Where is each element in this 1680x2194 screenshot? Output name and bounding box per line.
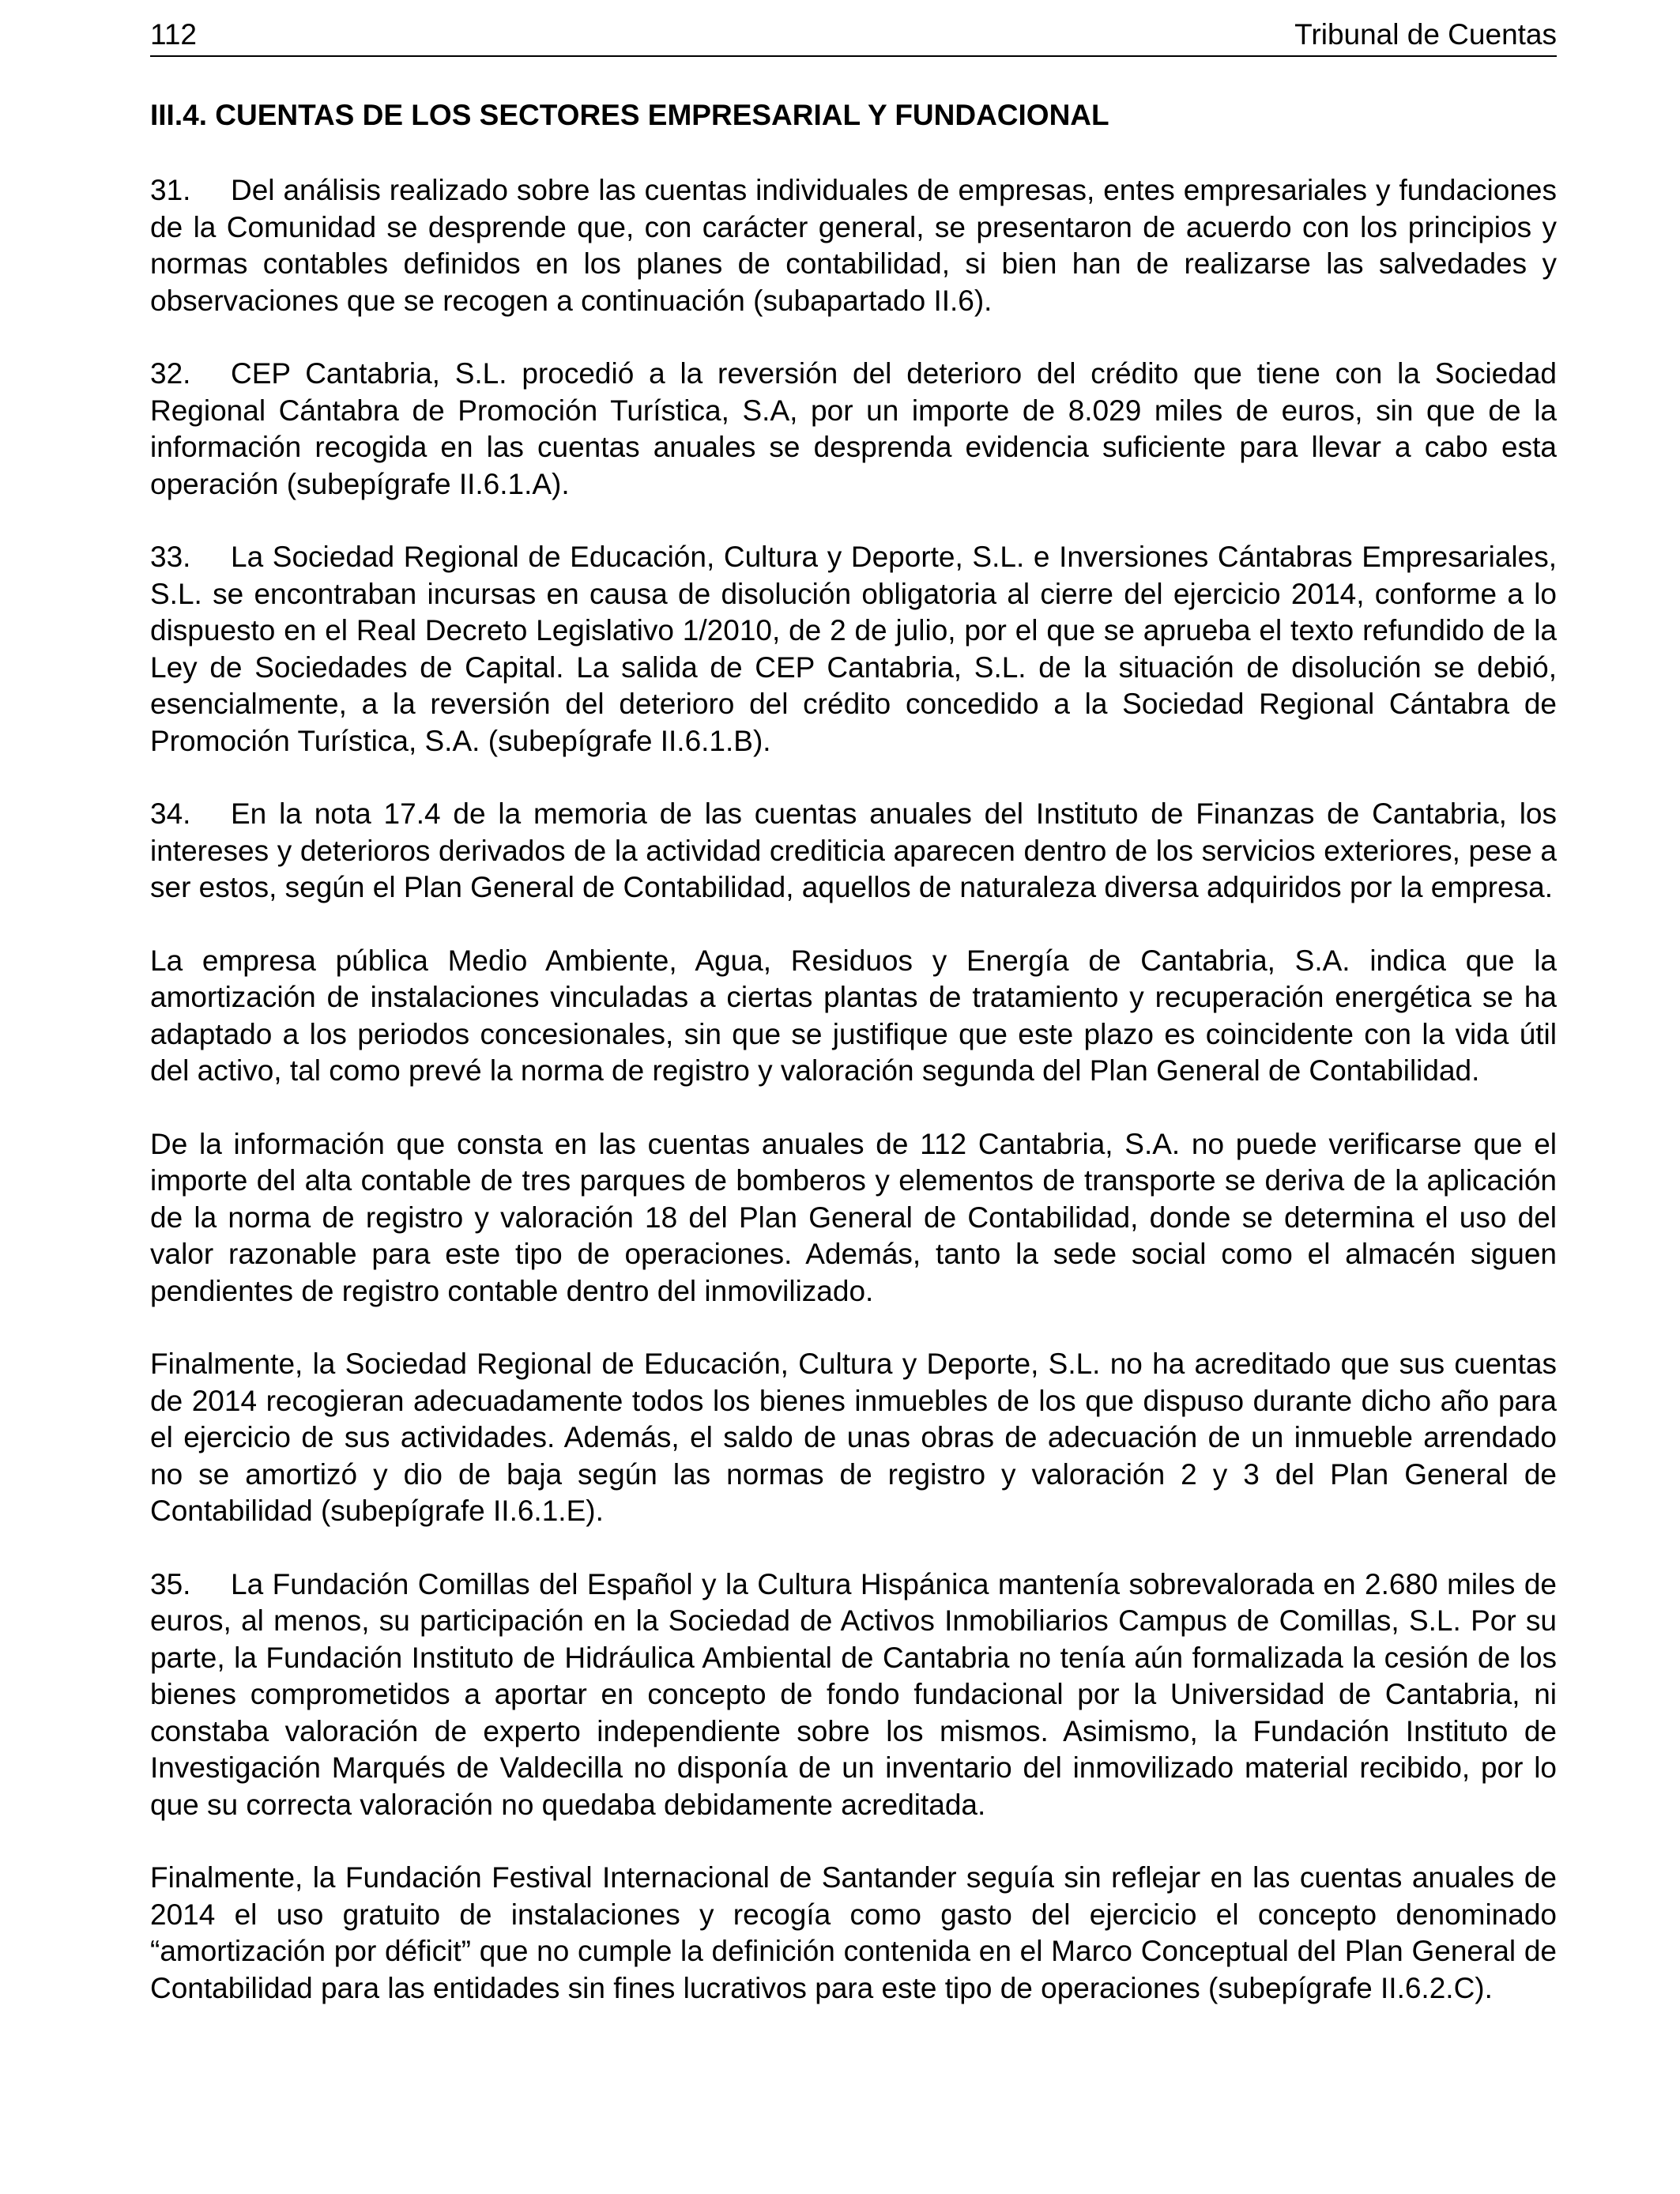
paragraph-text: CEP Cantabria, S.L. procedió a la reversión del deterioro del crédito que tiene con la Sociedad Regional Cántabra de Promoción Turística, S.A, por un importe de 8.029 miles de euros, sin que de la información recogida en las cuentas anuales se desprenda evidencia suficiente para llevar a cabo esta operación (subepígrafe II.6.1.A). [150, 357, 1557, 500]
document-page [150, 16, 1557, 2007]
paragraph-34-medio-ambiente: La empresa pública Medio Ambiente, Agua, Residuos y Energía de Cantabria, S.A. indica que la amortización de instalaciones vinculadas a ciertas plantas de tratamiento y recuperación energética se ha adaptado a los periodos concesionales, sin que se justifique que este plazo es coincidente con la vida útil del activo, tal como prevé la norma de registro y valoración segunda del Plan General de Contabilidad. [150, 944, 1557, 1087]
paragraph-34-112-cantabria: De la información que consta en las cuentas anuales de 112 Cantabria, S.A. no puede verificarse que el importe del alta contable de tres parques de bomberos y elementos de transporte se deriva de la aplicación de la norma de registro y valoración 18 del Plan General de Contabilidad, donde se determina el uso del valor razonable para este tipo de operaciones. Además, tanto la sede social como el almacén siguen pendientes de registro contable dentro del inmovilizado. [150, 1127, 1557, 1307]
paragraph-35-festival-santander: Finalmente, la Fundación Festival Internacional de Santander seguía sin reflejar en las cuentas anuales de 2014 el uso gratuito de instalaciones y recogía como gasto del ejercicio el concepto denominado “amortización por déficit” que no cumple la definición contenida en el Marco Conceptual del Plan General de Contabilidad para las entidades sin fines lucrativos para este tipo de operaciones (subepígrafe II.6.2.C). [150, 1861, 1557, 2004]
paragraph-33 [150, 539, 1557, 760]
paragraph-text: La Fundación Comillas del Español y la Cultura Hispánica mantenía sobrevalorada en 2.680 miles de euros, al menos, su participación en la Sociedad de Activos Inmobiliarios Campus de Comillas, S.L. Por su parte, la Fundación Instituto de Hidráulica Ambiental de Cantabria no tenía aún formalizada la cesión de los bienes comprometidos a aportar en concepto de fondo fundacional por la Universidad de Cantabria, ni constaba valoración de experto independiente sobre los mismos. Asimismo, la Fundación Instituto de Investigación Marqués de Valdecilla no disponía de un inventario del inmovilizado material recibido, por lo que su correcta valoración no quedaba debidamente acreditada. [150, 1567, 1557, 1821]
paragraph-34 [150, 796, 1557, 907]
section-title: III.4. CUENTAS DE LOS SECTORES EMPRESARIAL Y FUNDACIONAL [150, 99, 1109, 131]
paragraph-number: 31. [150, 174, 191, 206]
running-header [150, 16, 1557, 57]
paragraph-number: 32. [150, 357, 191, 390]
paragraph-31 [150, 172, 1557, 319]
paragraph-text: En la nota 17.4 de la memoria de las cuentas anuales del Instituto de Finanzas de Cantabria, los intereses y deterioros derivados de la actividad crediticia aparecen dentro de los servicios exteriores, pese a ser estos, según el Plan General de Contabilidad, aquellos de naturaleza diversa adquiridos por la empresa. [150, 797, 1557, 903]
paragraph-text: La Sociedad Regional de Educación, Cultura y Deporte, S.L. e Inversiones Cántabras Empresariales, S.L. se encontraban incursas en causa de disolución obligatoria al cierre del ejercicio 2014, conforme a lo dispuesto en el Real Decreto Legislativo 1/2010, de 2 de julio, por el que se aprueba el texto refundido de la Ley de Sociedades de Capital. La salida de CEP Cantabria, S.L. de la situación de disolución se debió, esencialmente, a la reversión del deterioro del crédito concedido a la Sociedad Regional Cántabra de Promoción Turística, S.A. (subepígrafe II.6.1.B). [150, 541, 1557, 757]
paragraph-number: 33. [150, 541, 191, 573]
page-number: 112 [150, 18, 197, 51]
paragraph-text: Del análisis realizado sobre las cuentas individuales de empresas, entes empresariales y fundaciones de la Comunidad se desprende que, con carácter general, se presentaron de acuerdo con los principios y normas contables definidos en los planes de contabilidad, si bien han de realizarse las salvedades y observaciones que se recogen a continuación (subapartado II.6). [150, 174, 1557, 317]
paragraph-34-educacion-cultura: Finalmente, la Sociedad Regional de Educación, Cultura y Deporte, S.L. no ha acreditado que sus cuentas de 2014 recogieran adecuadamente todos los bienes inmuebles de los que dispuso durante dicho año para el ejercicio de sus actividades. Además, el saldo de unas obras de adecuación de un inmueble arrendado no se amortizó y dio de baja según las normas de registro y valoración 2 y 3 del Plan General de Contabilidad (subepígrafe II.6.1.E). [150, 1348, 1557, 1527]
paragraph-number: 35. [150, 1567, 191, 1600]
paragraph-35 [150, 1566, 1557, 1824]
paragraph-32 [150, 356, 1557, 503]
paragraph-number: 34. [150, 797, 191, 830]
publisher-name: Tribunal de Cuentas [1294, 18, 1557, 51]
